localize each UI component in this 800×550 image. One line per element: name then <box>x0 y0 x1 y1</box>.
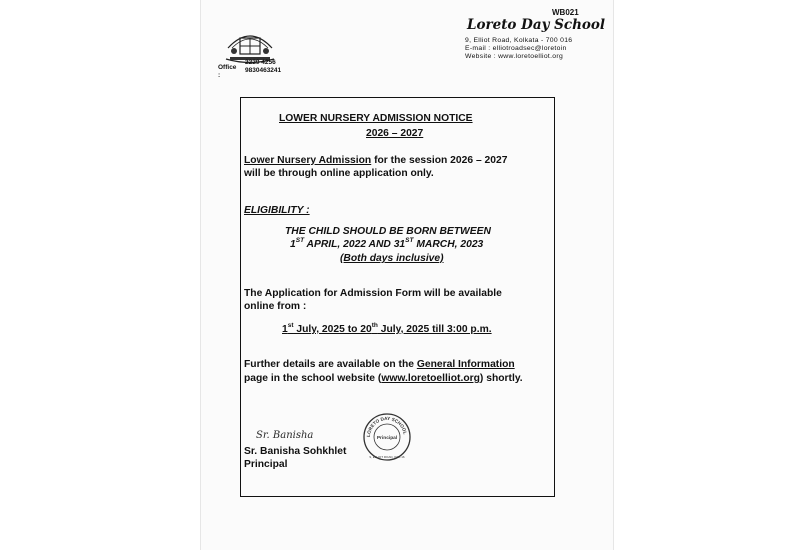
school-address-block <box>465 37 572 62</box>
eligibility-line-3: (Both days inclusive) <box>340 253 444 264</box>
office-label: Office : <box>218 64 237 79</box>
session-years: 2026 – 2027 <box>366 128 424 139</box>
signatory-name: Sr. Banisha Sohkhlet <box>244 446 347 457</box>
signatory-title: Principal <box>244 459 288 470</box>
stamp-bottom-text: 9, ELLIOT ROAD, KOL-16 <box>369 455 405 459</box>
email-line: E-mail : elliotroadsec@loretoin <box>465 45 567 53</box>
school-code: WB021 <box>552 8 579 17</box>
lower-nursery-link[interactable]: Lower Nursery Admission <box>244 155 372 166</box>
application-dates: 1st July, 2025 to 20th July, 2025 till 3:00 p.m. <box>282 322 492 335</box>
principal-stamp <box>362 412 412 462</box>
intro-line-2: will be through online application only. <box>244 168 434 179</box>
handwritten-signature: Sr. Banisha <box>256 430 314 441</box>
stamp-center-text: Principal <box>376 436 398 441</box>
eligibility-line-2: 1ST APRIL, 2022 AND 31ST MARCH, 2023 <box>290 237 484 250</box>
intro-rest: for the session 2026 – 2027 <box>371 155 508 166</box>
phone-1: 2229 4256 <box>245 59 276 66</box>
address-line: 9, Elliot Road, Kolkata - 700 016 <box>465 37 573 44</box>
school-name: Loreto Day School <box>467 17 606 33</box>
intro-line-1 <box>244 155 507 166</box>
further-line-2: page in the school website (www.loretoelliot.org) shortly. <box>244 373 523 384</box>
website-link[interactable]: www.loretoelliot.org <box>381 373 480 384</box>
stamp-ring-text: LORETO DAY SCHOOL <box>365 415 408 438</box>
website-line: Website : www.loretoelliot.org <box>465 53 564 61</box>
phone-2: 9830463241 <box>245 66 282 74</box>
general-information-link[interactable]: General Information <box>416 359 515 370</box>
eligibility-heading: ELIGIBILITY : <box>244 205 310 216</box>
eligibility-line-1: THE CHILD SHOULD BE BORN BETWEEN <box>285 226 491 237</box>
application-line-1: The Application for Admission Form will be available <box>244 288 502 299</box>
further-line-1: Further details are available on the General Information <box>244 359 515 370</box>
notice-title: LOWER NURSERY ADMISSION NOTICE <box>279 113 473 124</box>
application-line-2: online from : <box>244 301 307 312</box>
